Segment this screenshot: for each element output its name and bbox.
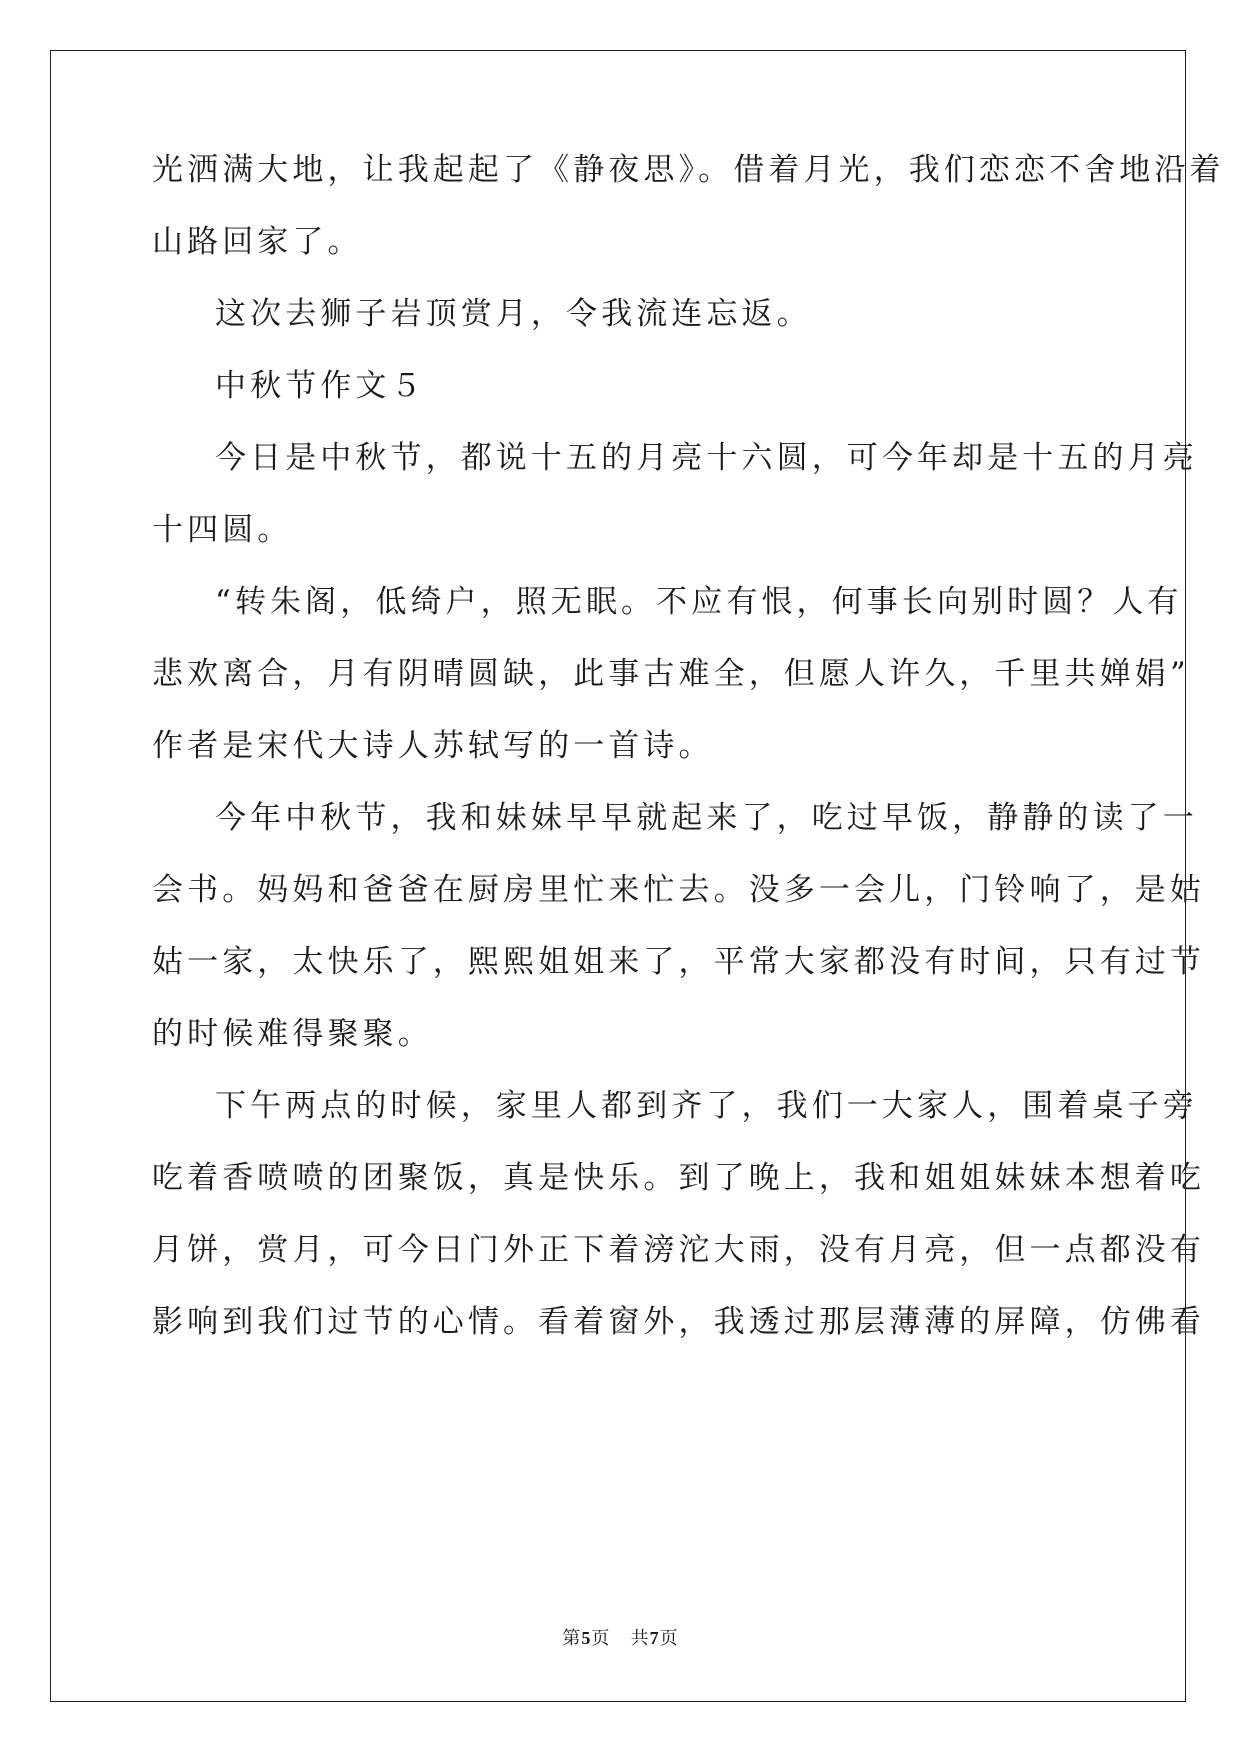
- paragraph-line: “转朱阁，低绮户，照无眠。不应有恨，何事长向别时圆？人有: [215, 584, 1183, 620]
- footer-prefix: 第: [562, 1628, 582, 1649]
- text-line: 会书。妈妈和爸爸在厨房里忙来忙去。没多一会儿，门铃响了，是姑: [152, 872, 1205, 908]
- paragraph-line: 这次去狮子岩顶赏月，令我流连忘返。: [215, 296, 812, 332]
- text-line: 山路回家了。: [152, 224, 363, 260]
- text-line: 作者是宋代大诗人苏轼写的一首诗。: [152, 728, 714, 764]
- section-heading: 中秋节作文５: [215, 368, 426, 404]
- text-line: 影响到我们过节的心情。看着窗外，我透过那层薄薄的屏障，仿佛看: [152, 1304, 1205, 1340]
- text-line: 月饼，赏月，可今日门外正下着滂沱大雨，没有月亮，但一点都没有: [152, 1232, 1205, 1268]
- text-line: 的时候难得聚聚。: [152, 1016, 433, 1052]
- paragraph-line: 下午两点的时候，家里人都到齐了，我们一大家人，围着桌子旁: [215, 1088, 1198, 1124]
- text-line: 悲欢离合，月有阴晴圆缺，此事古难全，但愿人许久，千里共婵娟”: [152, 656, 1190, 692]
- footer-total-prefix: 共: [630, 1628, 650, 1649]
- paragraph-line: 今日是中秋节，都说十五的月亮十六圆，可今年却是十五的月亮: [215, 440, 1198, 476]
- text-line: 十四圆。: [152, 512, 293, 548]
- page-footer: [0, 1624, 1241, 1650]
- footer-total-unit: 页: [659, 1628, 679, 1649]
- total-pages-number: 7: [649, 1628, 660, 1648]
- footer-page-unit: 页: [591, 1628, 611, 1649]
- text-line: 光洒满大地，让我起起了《静夜思》。借着月光，我们恋恋不舍地沿着: [152, 152, 1225, 188]
- text-line: 姑一家，太快乐了，熙熙姐姐来了，平常大家都没有时间，只有过节: [152, 944, 1205, 980]
- text-line: 吃着香喷喷的团聚饭，真是快乐。到了晚上，我和姐姐妹妹本想着吃: [152, 1160, 1205, 1196]
- current-page-number: 5: [581, 1628, 592, 1648]
- paragraph-line: 今年中秋节，我和妹妹早早就起来了，吃过早饭，静静的读了一: [215, 800, 1198, 836]
